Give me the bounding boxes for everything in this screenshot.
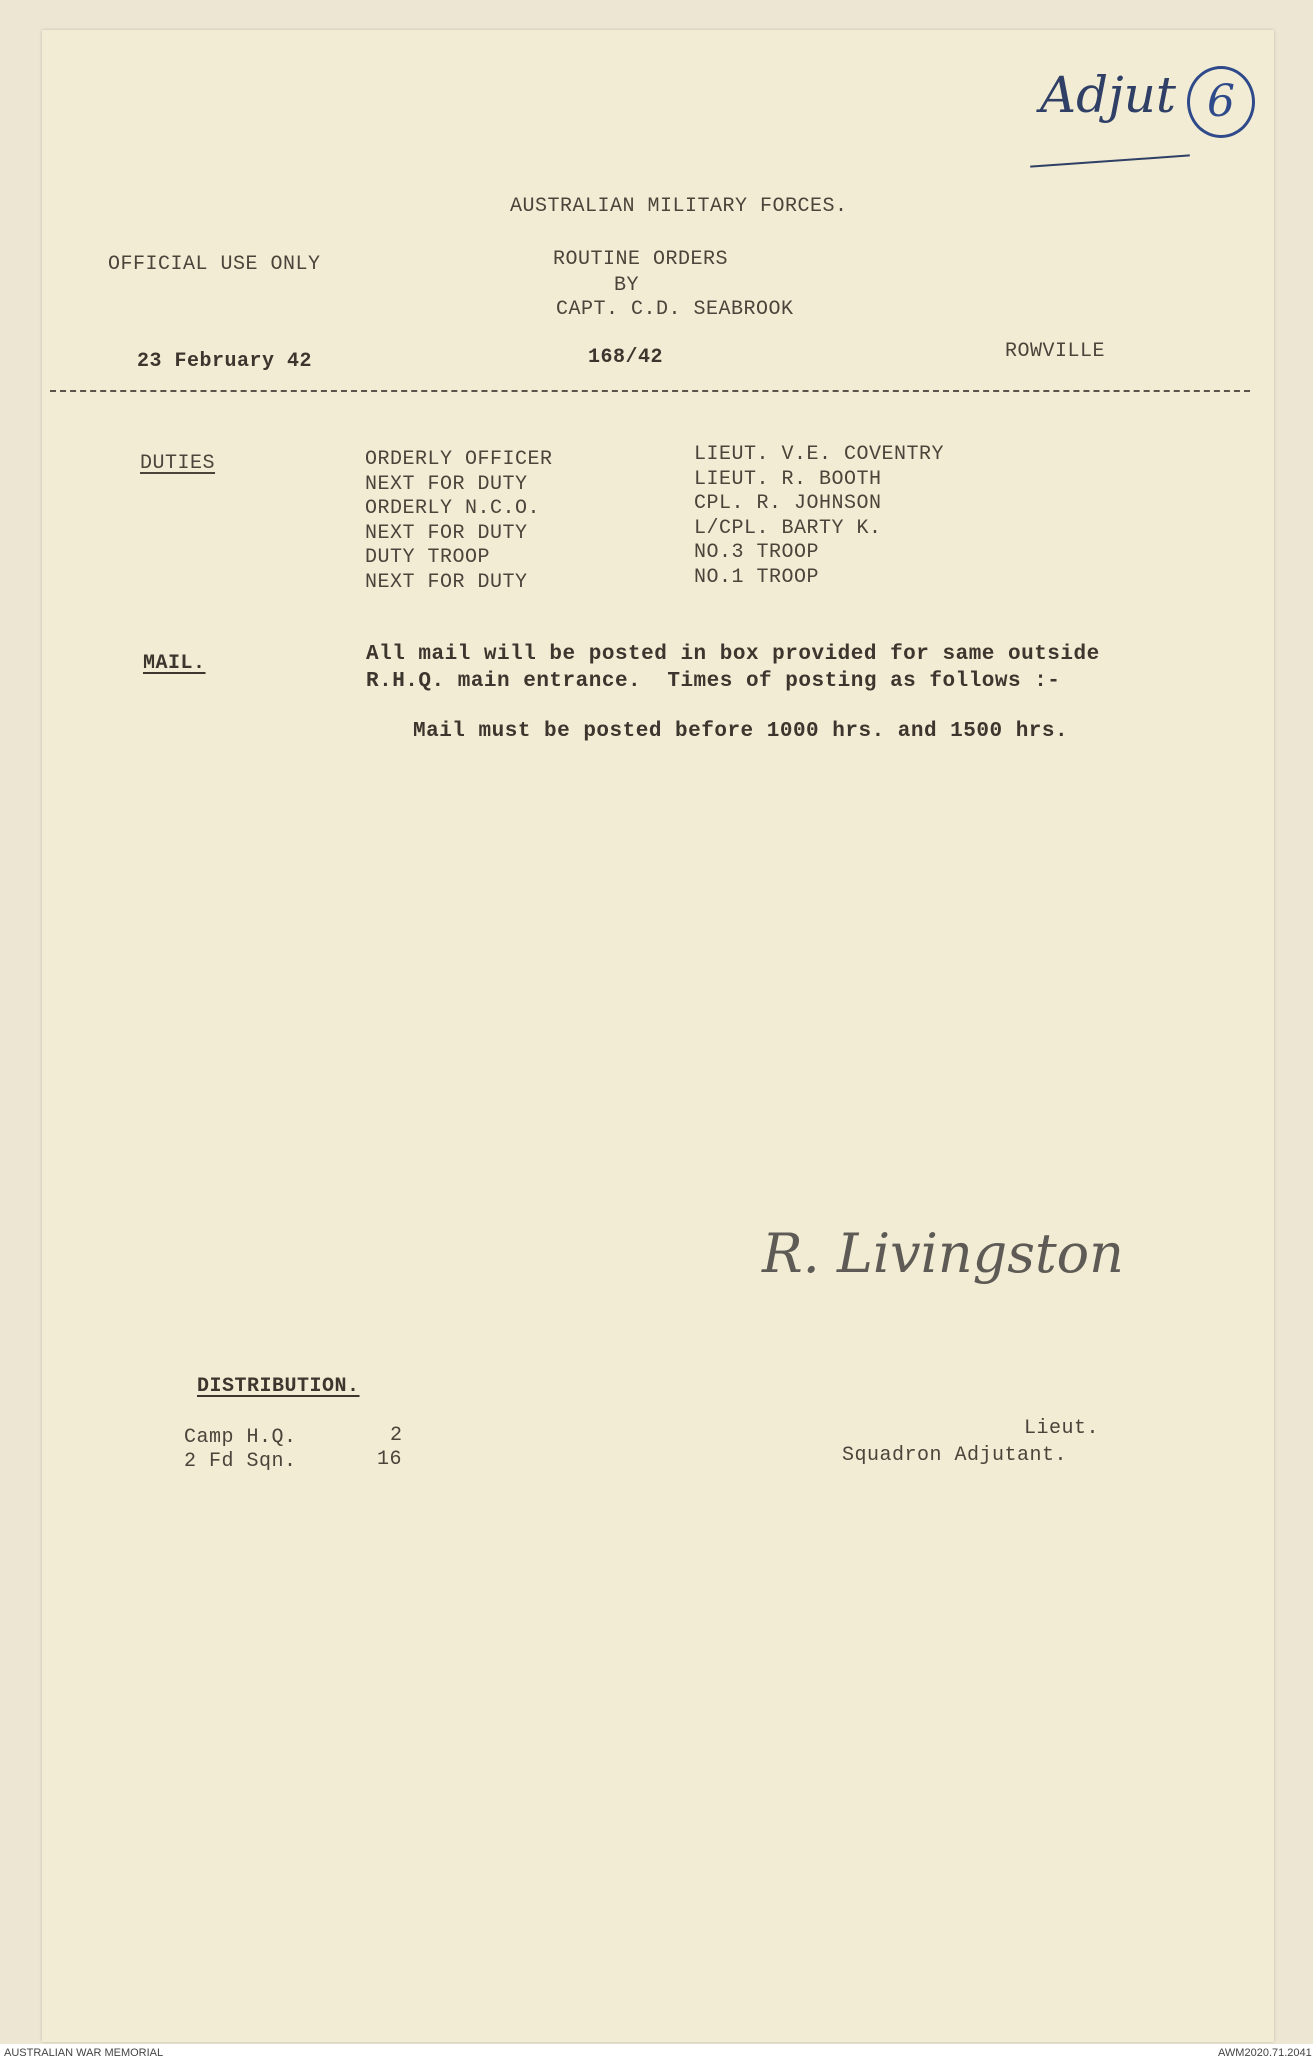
distribution-count: 2: [390, 1424, 403, 1447]
routine-orders-line-1: ROUTINE ORDERS: [553, 248, 729, 271]
duty-assignee: NO.3 TROOP: [694, 541, 820, 564]
duty-assignee: L/CPL. BARTY K.: [694, 517, 882, 540]
footer-accession-number: AWM2020.71.2041: [1218, 2047, 1312, 2059]
classification-label: OFFICIAL USE ONLY: [108, 253, 321, 276]
mail-text-line-3: Mail must be posted before 1000 hrs. and 1500 hrs.: [413, 720, 1069, 743]
duty-assignee: LIEUT. V.E. COVENTRY: [694, 443, 945, 466]
duty-assignee: LIEUT. R. BOOTH: [694, 468, 882, 491]
handwritten-signature: R. Livingston: [762, 1222, 1124, 1285]
mail-heading: MAIL.: [143, 652, 206, 675]
duties-heading: DUTIES: [140, 452, 216, 475]
duty-assignee: NO.1 TROOP: [694, 566, 820, 589]
signatory-rank: Lieut.: [1024, 1417, 1100, 1440]
order-number: 168/42: [588, 346, 664, 369]
signatory-title: Squadron Adjutant.: [842, 1444, 1068, 1467]
duty-role: NEXT FOR DUTY: [365, 571, 528, 594]
mail-text-line-1: All mail will be posted in box provided for same outside: [366, 643, 1100, 666]
duty-role: ORDERLY N.C.O.: [365, 497, 541, 520]
duty-role: NEXT FOR DUTY: [365, 522, 528, 545]
order-location: ROWVILLE: [1005, 340, 1106, 363]
document-page: [42, 30, 1274, 2042]
duty-role: ORDERLY OFFICER: [365, 448, 553, 471]
distribution-unit: 2 Fd Sqn.: [184, 1450, 297, 1473]
distribution-count: 16: [377, 1448, 403, 1471]
mail-text-line-2: R.H.Q. main entrance. Times of posting as follows :-: [366, 670, 1061, 693]
routine-orders-line-3: CAPT. C.D. SEABROOK: [556, 298, 794, 321]
duty-role: DUTY TROOP: [365, 546, 491, 569]
distribution-heading: DISTRIBUTION.: [197, 1375, 360, 1398]
circled-number: [1187, 66, 1255, 138]
duty-role: NEXT FOR DUTY: [365, 473, 528, 496]
footer-institution: AUSTRALIAN WAR MEMORIAL: [4, 2047, 164, 2059]
distribution-unit: Camp H.Q.: [184, 1426, 297, 1449]
handwritten-annotation: Adjut: [1040, 66, 1176, 124]
document-title: AUSTRALIAN MILITARY FORCES.: [510, 195, 848, 218]
order-date: 23 February 42: [137, 350, 313, 373]
routine-orders-line-2: BY: [614, 274, 640, 297]
circled-number-text: 6: [1207, 76, 1235, 127]
duty-assignee: CPL. R. JOHNSON: [694, 492, 882, 515]
header-divider: [50, 390, 1250, 392]
